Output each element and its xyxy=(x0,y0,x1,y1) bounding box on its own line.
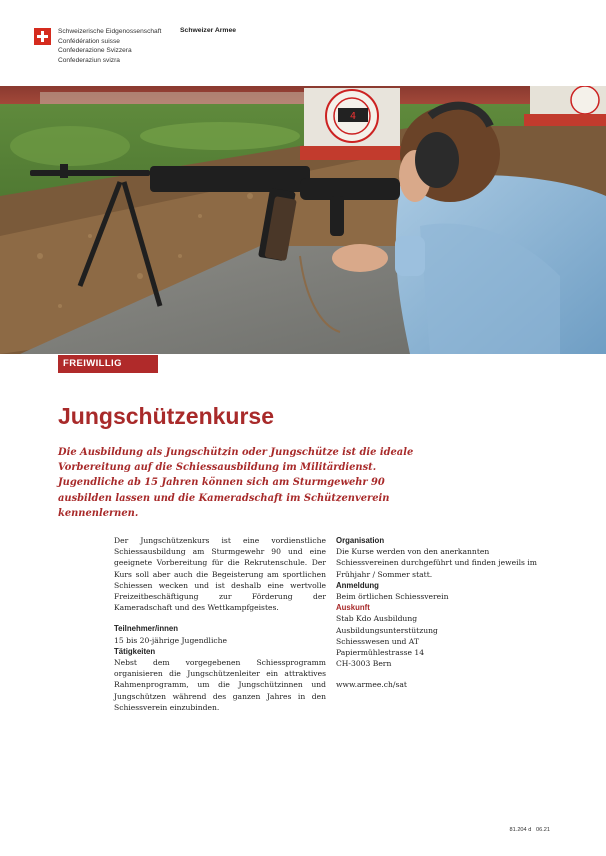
swiss-flag-icon xyxy=(34,28,51,45)
participants-heading: Teilnehmer/innen xyxy=(114,624,178,634)
page-title: Jungschützenkurse xyxy=(58,403,274,429)
page-header xyxy=(0,0,606,86)
registration-heading: Anmeldung xyxy=(336,580,379,590)
confederation-it: Confederazione Svizzera xyxy=(58,47,132,55)
info-line: Papiermühlestrasse 14 xyxy=(336,648,425,658)
doc-date: 06.21 xyxy=(536,827,550,833)
confederation-fr: Confédération suisse xyxy=(58,37,120,45)
organisation-heading: Organisation xyxy=(336,536,385,545)
info-heading: Auskunft xyxy=(336,603,370,613)
website-link[interactable]: www.armee.ch/sat xyxy=(336,680,407,690)
participants-text: 15 bis 20-jährige Jugendliche xyxy=(114,635,228,645)
info-line: Ausbildungsunterstützung xyxy=(336,625,438,635)
info-line: Schiesswesen und AT xyxy=(336,636,419,646)
left-column xyxy=(114,535,326,713)
confederation-names xyxy=(58,27,161,65)
department-name: Schweizer Armee xyxy=(180,27,237,34)
confederation-de: Schweizerische Eidgenossenschaft xyxy=(58,28,162,35)
info-line: Stab Kdo Ausbildung xyxy=(336,614,418,624)
target-score-display: 4 xyxy=(349,111,357,122)
activities-text: Nebst dem vorgegebenen Schiessprogramm organisieren die Jungschützenleiter ein attraktives Rahmenprogramm, um die Jungschützinnen und Jungschützen während des ganzen Jahres in den Schiessverein einzubinden. xyxy=(114,658,326,712)
shooter-photo xyxy=(0,86,606,354)
doc-number: 81.204 d xyxy=(509,827,532,833)
organisation-text: Die Kurse werden von den anerkannten Schiessvereinen durchgeführt und finden jeweils im Frühjahr / Sommer statt. xyxy=(336,547,537,579)
intro-text: Der Jungschützenkurs ist eine vordienstliche Schiessausbildung am Sturmgewehr 90 und eine geeignete Vorbereitung für die Rekrutenschule. Der Kurs soll aber auch die Begeisterung am sportlichen Schiessen wecken und ist deshalb eine wertvolle Freizeitbeschäftigung zur Förderung der Kameradschaft und des Wettkampfgeistes. xyxy=(114,536,326,613)
lead-paragraph: Die Ausbildung als Jungschützin oder Jungschütze ist die ideale Vorbereitung auf die Schiessausbildung im Militärdienst. Jugendliche ab 15 Jahren können sich am Sturmgewehr 90 ausbilden lassen und die Kameradschaft im Schützenverein kennenlernen. xyxy=(58,447,414,519)
right-column xyxy=(336,535,552,691)
info-line: CH-3003 Bern xyxy=(336,659,392,669)
registration-text: Beim örtlichen Schiessverein xyxy=(336,592,449,602)
document-footer xyxy=(510,827,550,833)
category-tag: FREIWILLIG xyxy=(58,355,158,373)
confederation-rm: Confederaziun svizra xyxy=(58,56,120,64)
activities-heading: Tätigkeiten xyxy=(114,646,156,656)
